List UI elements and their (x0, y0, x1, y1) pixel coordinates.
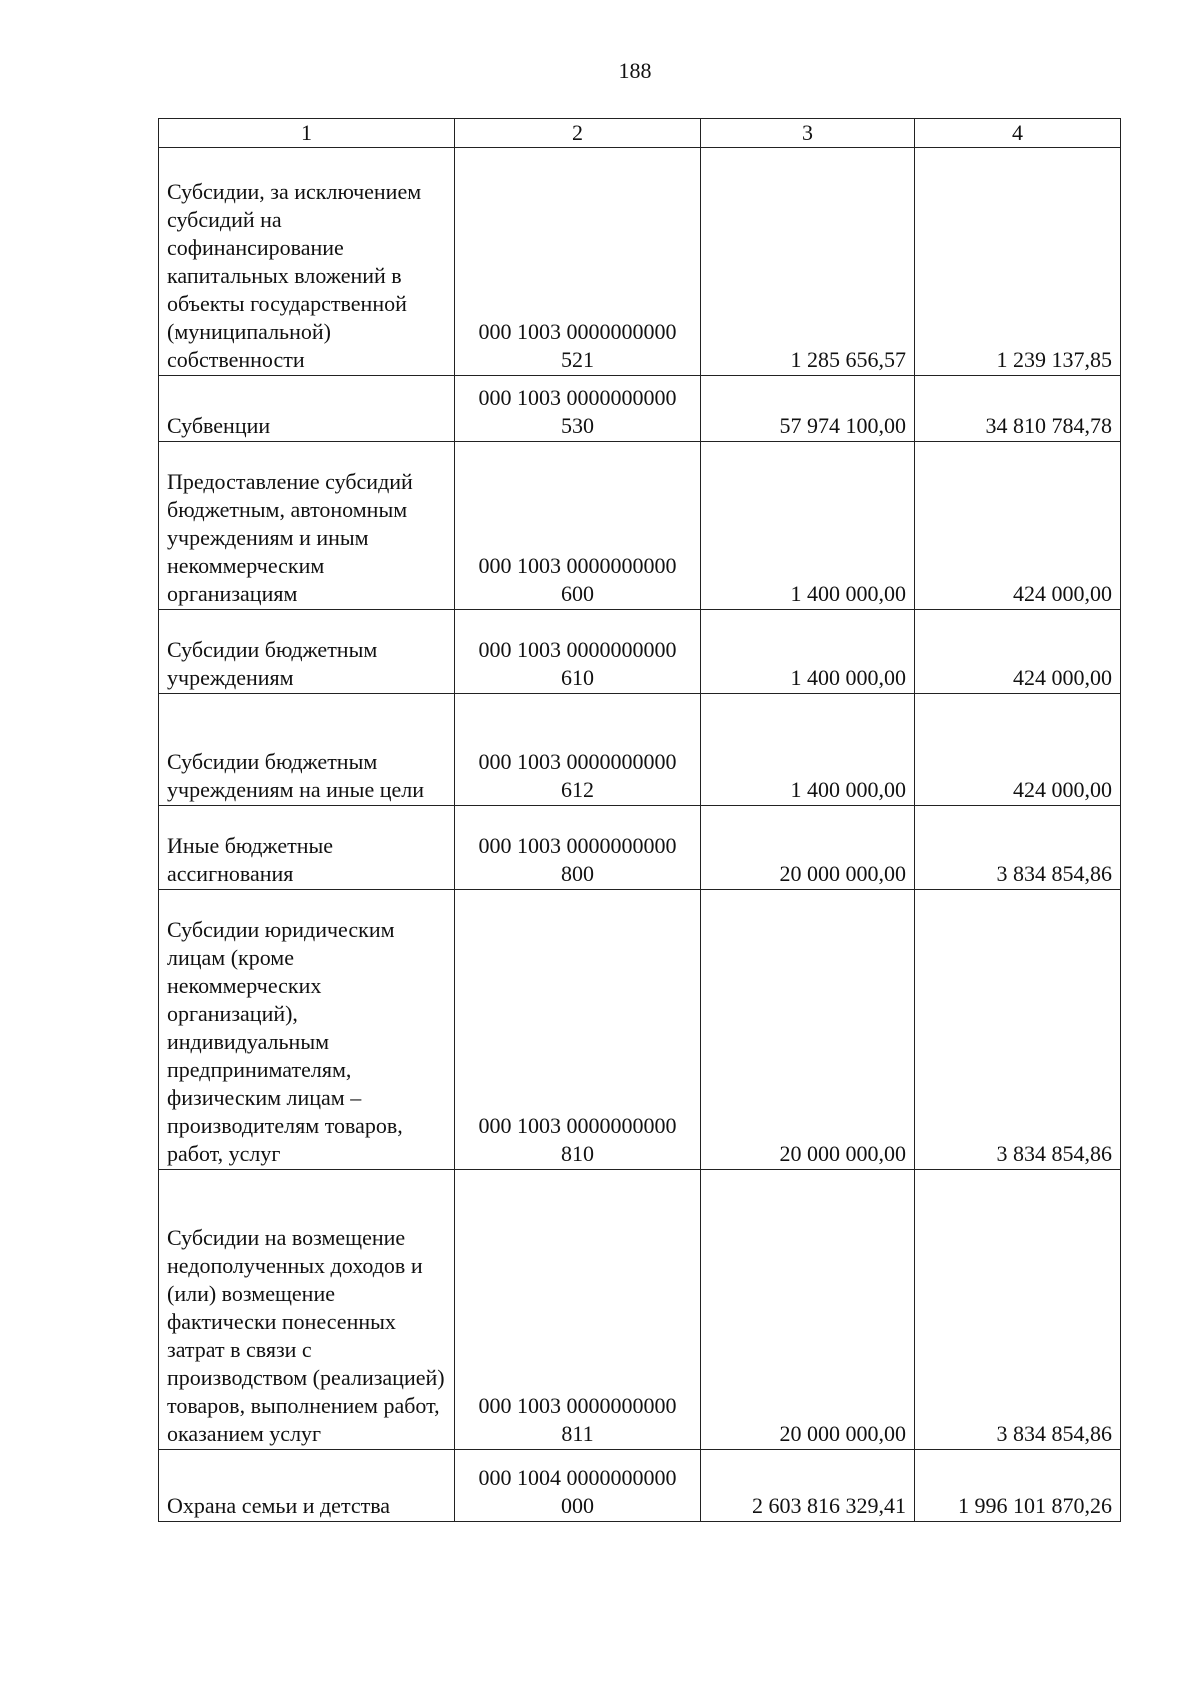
row-name: Субсидии бюджетным учреждениям (159, 610, 455, 694)
row-value-col3: 2 603 816 329,41 (701, 1450, 915, 1522)
table-row (159, 1170, 1121, 1450)
row-value-col3: 57 974 100,00 (701, 376, 915, 442)
row-name: Иные бюджетные ассигнования (159, 806, 455, 890)
row-value-col3: 1 400 000,00 (701, 694, 915, 806)
code-line-1: 000 1003 0000000000 (478, 749, 677, 774)
column-header-4: 4 (915, 119, 1121, 148)
row-code (455, 442, 701, 610)
code-line-1: 000 1003 0000000000 (478, 385, 677, 410)
row-code (455, 890, 701, 1170)
table-row (159, 610, 1121, 694)
table-row (159, 376, 1121, 442)
row-value-col4: 424 000,00 (915, 694, 1121, 806)
row-name: Субсидии бюджетным учреждениям на иные цели (159, 694, 455, 806)
row-name: Субсидии на возмещение недополученных доходов и (или) возмещение фактически понесенных затрат в связи с производством (реализацией) товаров, выполнением работ, оказанием услуг (159, 1170, 455, 1450)
row-code (455, 1450, 701, 1522)
column-header-3: 3 (701, 119, 915, 148)
code-line-1: 000 1003 0000000000 (478, 1113, 677, 1138)
code-line-1: 000 1003 0000000000 (478, 319, 677, 344)
row-name: Субсидии юридическим лицам (кроме некоммерческих организаций), индивидуальным предпринимателям, физическим лицам – производителям товаров, работ, услуг (159, 890, 455, 1170)
table-row (159, 806, 1121, 890)
row-name: Охрана семьи и детства (159, 1450, 455, 1522)
row-value-col4: 3 834 854,86 (915, 1170, 1121, 1450)
code-line-2: 800 (561, 861, 594, 886)
row-value-col4: 3 834 854,86 (915, 890, 1121, 1170)
page-number: 188 (618, 58, 652, 83)
row-value-col3: 20 000 000,00 (701, 1170, 915, 1450)
row-code (455, 1170, 701, 1450)
table-row (159, 890, 1121, 1170)
row-code (455, 694, 701, 806)
code-line-2: 530 (561, 413, 594, 438)
row-value-col4: 424 000,00 (915, 442, 1121, 610)
row-name: Субсидии, за исключением субсидий на софинансирование капитальных вложений в объекты государственной (муниципальной) собственности (159, 148, 455, 376)
code-line-2: 811 (561, 1421, 594, 1446)
table-row (159, 148, 1121, 376)
row-code (455, 610, 701, 694)
code-line-1: 000 1003 0000000000 (478, 637, 677, 662)
row-value-col4: 3 834 854,86 (915, 806, 1121, 890)
table-row (159, 694, 1121, 806)
header-row (159, 119, 1121, 148)
row-value-col3: 20 000 000,00 (701, 890, 915, 1170)
row-value-col3: 1 400 000,00 (701, 442, 915, 610)
code-line-1: 000 1003 0000000000 (478, 1393, 677, 1418)
code-line-2: 521 (561, 347, 594, 372)
row-value-col4: 424 000,00 (915, 610, 1121, 694)
code-line-2: 600 (561, 581, 594, 606)
code-line-1: 000 1003 0000000000 (478, 553, 677, 578)
row-value-col4: 34 810 784,78 (915, 376, 1121, 442)
row-name: Субвенции (159, 376, 455, 442)
table-row (159, 442, 1121, 610)
code-line-2: 612 (561, 777, 594, 802)
column-header-1: 1 (159, 119, 455, 148)
code-line-2: 610 (561, 665, 594, 690)
code-line-1: 000 1004 0000000000 (478, 1465, 677, 1490)
row-name: Предоставление субсидий бюджетным, автономным учреждениям и иным некоммерческим организациям (159, 442, 455, 610)
code-line-2: 810 (561, 1141, 594, 1166)
row-value-col3: 1 285 656,57 (701, 148, 915, 376)
column-header-2: 2 (455, 119, 701, 148)
row-code (455, 376, 701, 442)
row-value-col4: 1 239 137,85 (915, 148, 1121, 376)
table-row (159, 1450, 1121, 1522)
code-line-1: 000 1003 0000000000 (478, 833, 677, 858)
code-line-2: 000 (561, 1493, 594, 1518)
row-code (455, 148, 701, 376)
row-value-col3: 20 000 000,00 (701, 806, 915, 890)
row-value-col3: 1 400 000,00 (701, 610, 915, 694)
row-code (455, 806, 701, 890)
budget-table (158, 118, 1121, 1522)
row-value-col4: 1 996 101 870,26 (915, 1450, 1121, 1522)
